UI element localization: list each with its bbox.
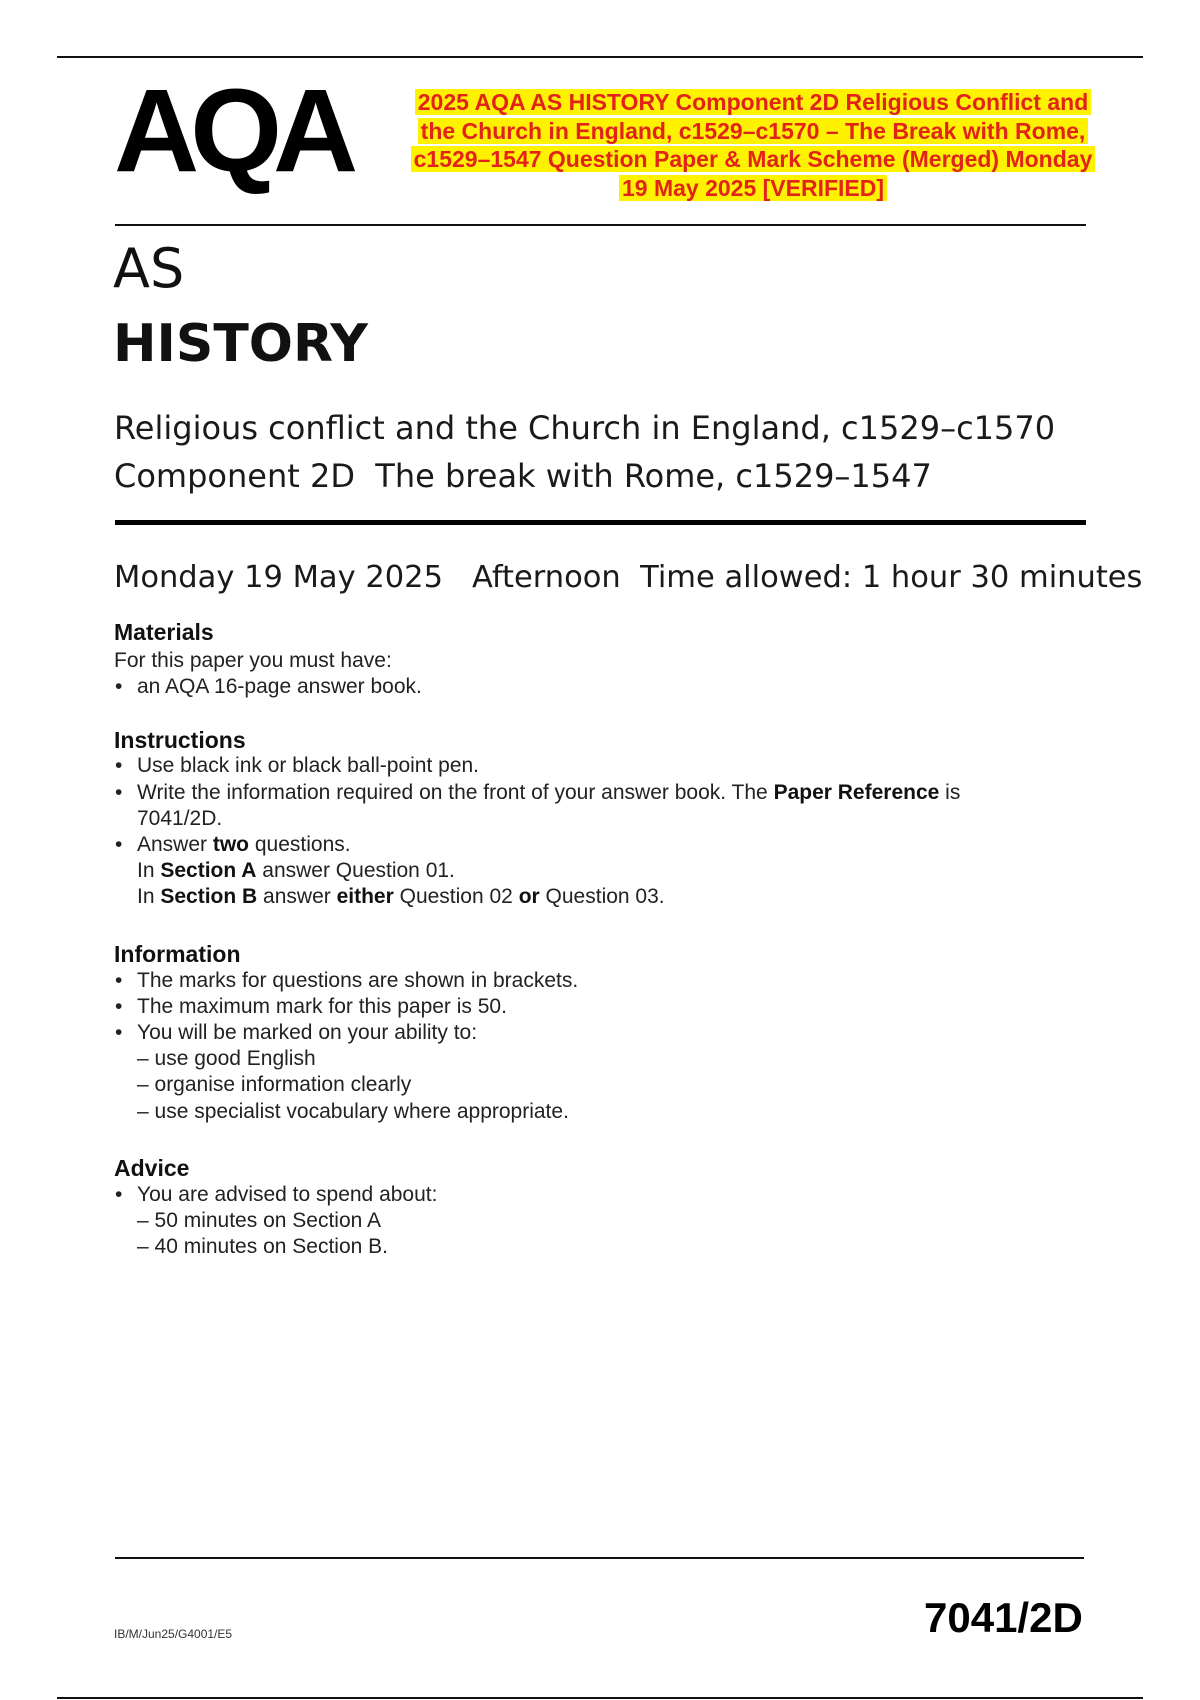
banner-line: the Church in England, c1529–c1570 – The Break with Rome,	[418, 118, 1089, 144]
materials-item: • an AQA 16-page answer book.	[137, 676, 422, 697]
materials-heading: Materials	[114, 619, 214, 645]
title-divider	[115, 520, 1086, 525]
instructions-heading: Instructions	[114, 727, 246, 753]
document-reference: IB/M/Jun25/G4001/E5	[114, 1627, 233, 1641]
information-item: • You will be marked on your ability to:	[137, 1022, 477, 1043]
top-border-rule	[57, 56, 1143, 58]
subject-title: HISTORY	[113, 314, 368, 374]
advice-subitem: – 40 minutes on Section B.	[137, 1235, 388, 1258]
information-heading: Information	[114, 941, 241, 967]
banner-line: c1529–1547 Question Paper & Mark Scheme (Merged) Monday	[411, 146, 1096, 172]
advice-heading: Advice	[114, 1155, 190, 1181]
exam-date-line: Monday 19 May 2025 Afternoon Time allowed: 1 hour 30 minutes	[114, 560, 1143, 595]
paper-title: Religious conflict and the Church in England, c1529–c1570	[114, 409, 1056, 447]
information-item: • The maximum mark for this paper is 50.	[137, 996, 507, 1017]
instruction-item: • Use black ink or black ball-point pen.	[137, 755, 479, 776]
banner-line: 2025 AQA AS HISTORY Component 2D Religious Conflict and	[415, 89, 1092, 115]
header-divider	[115, 224, 1086, 226]
component-title: Component 2D The break with Rome, c1529–1547	[114, 457, 932, 495]
title-banner	[392, 88, 1114, 202]
banner-line: 19 May 2025 [VERIFIED]	[619, 175, 887, 201]
advice-subitem: – 50 minutes on Section A	[137, 1209, 381, 1232]
qualification-level: AS	[113, 237, 185, 300]
instruction-section-b: In Section B answer either Question 02 or Question 03.	[137, 885, 665, 908]
instruction-item: • Write the information required on the front of your answer book. The Paper Reference is	[137, 782, 960, 803]
information-item: • The marks for questions are shown in brackets.	[137, 970, 578, 991]
footer-divider	[115, 1557, 1084, 1559]
instruction-section-a: In Section A answer Question 01.	[137, 859, 455, 882]
information-subitem: – use good English	[137, 1047, 316, 1070]
information-subitem: – use specialist vocabulary where appropriate.	[137, 1100, 569, 1123]
bottom-border-rule	[57, 1697, 1143, 1699]
aqa-logo: AQA	[114, 65, 350, 197]
information-subitem: – organise information clearly	[137, 1073, 412, 1096]
paper-code: 7041/2D	[924, 1594, 1083, 1641]
instruction-item: • Answer two questions.	[137, 834, 351, 855]
materials-intro: For this paper you must have:	[114, 649, 392, 672]
advice-item: • You are advised to spend about:	[137, 1184, 437, 1205]
instruction-item-continued: 7041/2D.	[137, 807, 223, 830]
